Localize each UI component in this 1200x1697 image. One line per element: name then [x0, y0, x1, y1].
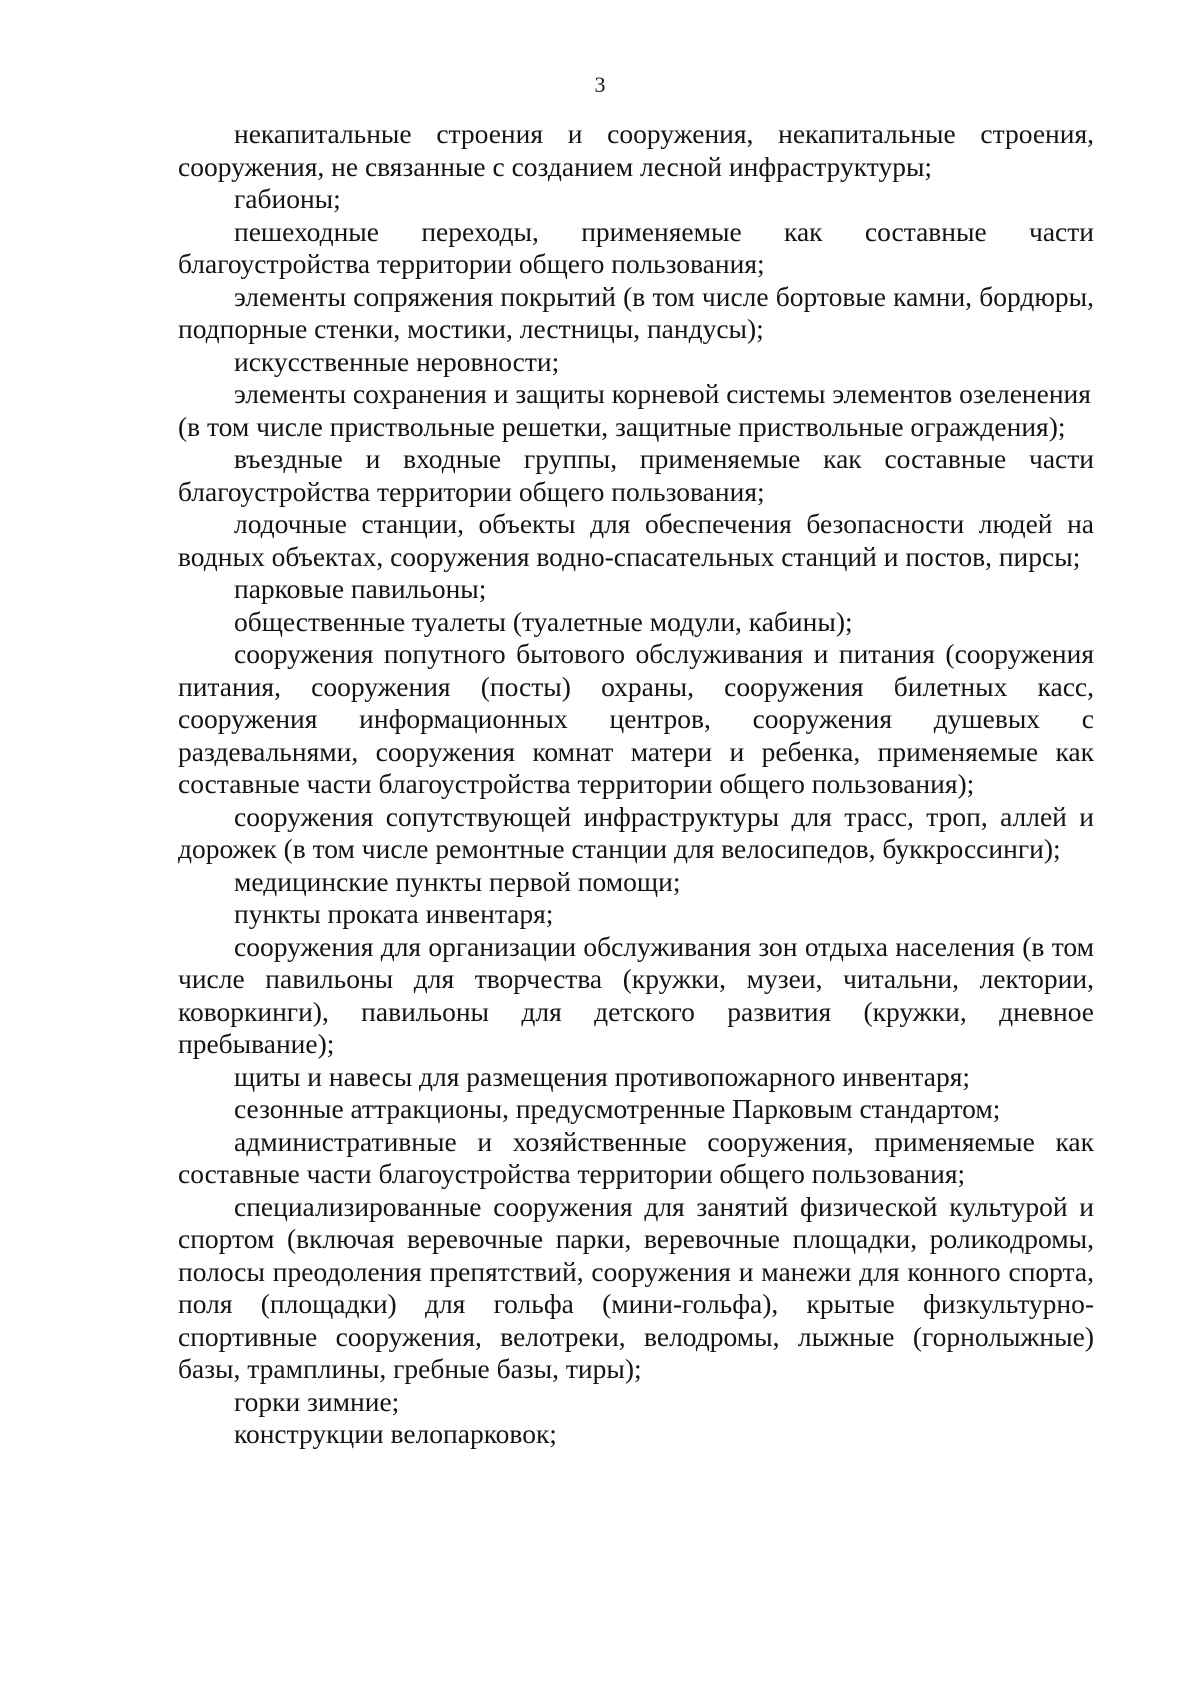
paragraph: искусственные неровности; [234, 345, 560, 377]
paragraph: сооружения сопутствующей инфраструктуры для трасс, троп, аллей и дорожек (в том числе ремонтные станции для велосипедов, буккроссинги); [178, 800, 1094, 864]
paragraph: пункты проката инвентаря; [234, 898, 554, 929]
paragraph: горки зимние; [234, 1385, 400, 1417]
paragraph: элементы сохранения и защиты корневой системы элементов озеленения [234, 378, 1091, 409]
paragraph: элементы сопряжения покрытий (в том числе бортовые камни, бордюры, подпорные стенки, мостики, лестницы, пандусы); [178, 280, 1094, 344]
page-number: 3 [594, 72, 606, 97]
paragraph: щиты и навесы для размещения противопожарного инвентаря; [234, 1060, 971, 1092]
paragraph: сооружения для организации обслуживания зон отдыха населения (в том числе павильоны для творчества (кружки, музеи, читальни, лектории, коворкинги), павильоны для детского развития (кружки, дневное пребывание); [178, 930, 1094, 1059]
paragraph: медицинские пункты первой помощи; [234, 865, 681, 897]
paragraph: административные и хозяйственные сооружения, применяемые как составные части благоустройства территории общего пользования; [178, 1125, 1094, 1189]
paragraph: сооружения попутного бытового обслуживания и питания (сооружения питания, сооружения (посты) охраны, сооружения билетных касс, сооружения информационных центров, сооружения душевых с раздевальнями, сооружения комнат матери и ребенка, применяемые как составные части благоустройства территории общего пользования); [178, 638, 1094, 799]
paragraph: (в том числе приствольные решетки, защитные приствольные ограждения); [178, 410, 1066, 442]
paragraph: пешеходные переходы, применяемые как составные части благоустройства территории общего пользования; [178, 215, 1094, 279]
document-body [178, 118, 1094, 1451]
paragraph: габионы; [234, 183, 341, 214]
paragraph: въездные и входные группы, применяемые как составные части благоустройства территории общего пользования; [178, 443, 1094, 507]
paragraph: конструкции велопарковок; [234, 1418, 557, 1449]
paragraph: парковые павильоны; [234, 573, 487, 604]
paragraph: общественные туалеты (туалетные модули, кабины); [234, 605, 853, 637]
paragraph: некапитальные строения и сооружения, некапитальные строения, сооружения, не связанные с созданием лесной инфраструктуры; [178, 118, 1094, 182]
paragraph: специализированные сооружения для занятий физической культурой и спортом (включая веревочные парки, веревочные площадки, роликодромы, полосы преодоления препятствий, сооружения и манежи для конного спорта, поля (площадки) для гольфа (мини-гольфа), крытые физкультурно-спортивные сооружения, велотреки, велодромы, лыжные (горнолыжные) базы, трамплины, гребные базы, тиры); [178, 1190, 1094, 1384]
paragraph: сезонные аттракционы, предусмотренные Парковым стандартом; [234, 1093, 1001, 1124]
paragraph: лодочные станции, объекты для обеспечения безопасности людей на водных объектах, сооружения водно-спасательных станций и постов, пирсы; [178, 508, 1094, 572]
